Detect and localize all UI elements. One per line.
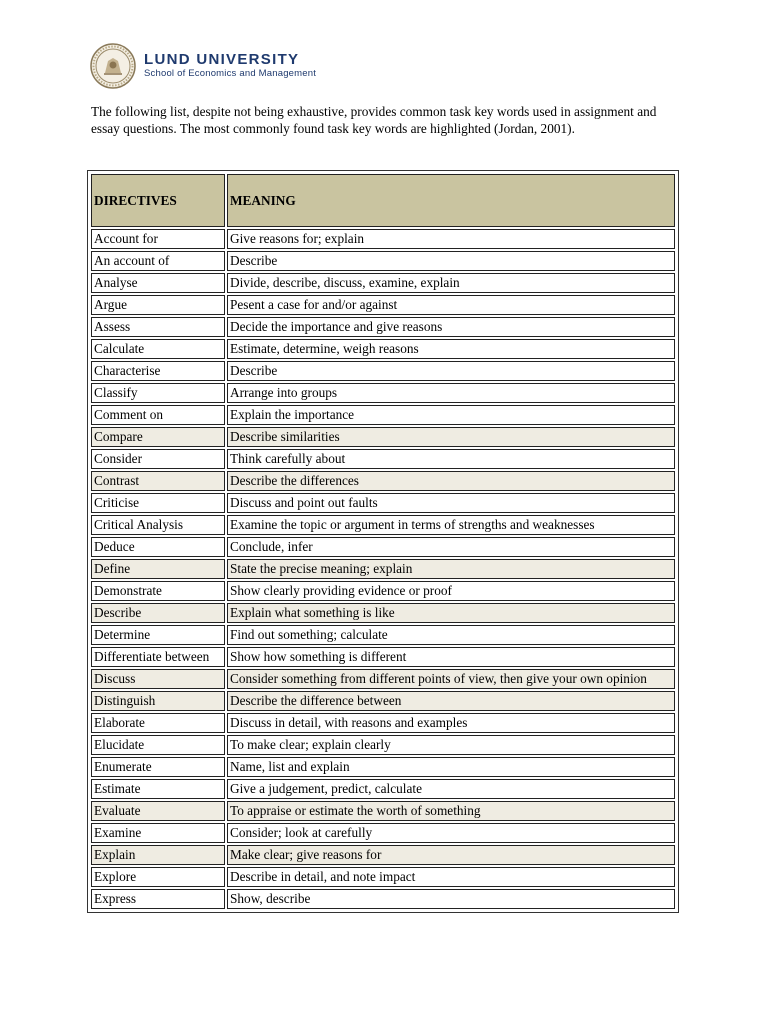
- table-row: [91, 273, 675, 293]
- table-row: [91, 471, 675, 491]
- table-row: [91, 515, 675, 535]
- meaning-cell: Examine the topic or argument in terms of strengths and weaknesses: [227, 515, 675, 535]
- directives-table-frame: [87, 170, 679, 913]
- meaning-cell: Consider something from different points of view, then give your own opinion: [227, 669, 675, 689]
- meaning-cell: Show how something is different: [227, 647, 675, 667]
- directive-cell: Elucidate: [91, 735, 225, 755]
- table-row: [91, 229, 675, 249]
- table-row: [91, 889, 675, 909]
- directives-table: [89, 172, 677, 911]
- meaning-cell: Describe the differences: [227, 471, 675, 491]
- directive-cell: An account of: [91, 251, 225, 271]
- table-row: [91, 383, 675, 403]
- meaning-cell: To make clear; explain clearly: [227, 735, 675, 755]
- directive-cell: Distinguish: [91, 691, 225, 711]
- directive-cell: Demonstrate: [91, 581, 225, 601]
- directive-cell: Comment on: [91, 405, 225, 425]
- table-row: [91, 845, 675, 865]
- meaning-cell: Discuss in detail, with reasons and examples: [227, 713, 675, 733]
- table-row: [91, 625, 675, 645]
- table-row: [91, 867, 675, 887]
- meaning-cell: Give reasons for; explain: [227, 229, 675, 249]
- table-row: [91, 339, 675, 359]
- meaning-cell: Describe the difference between: [227, 691, 675, 711]
- table-row: [91, 713, 675, 733]
- meaning-cell: Think carefully about: [227, 449, 675, 469]
- table-header-row: [91, 174, 675, 227]
- meaning-cell: Describe: [227, 361, 675, 381]
- directive-cell: Estimate: [91, 779, 225, 799]
- meaning-cell: Conclude, infer: [227, 537, 675, 557]
- table-row: [91, 493, 675, 513]
- directive-cell: Explain: [91, 845, 225, 865]
- column-header-directives: DIRECTIVES: [91, 174, 225, 227]
- table-row: [91, 757, 675, 777]
- university-seal-icon: [90, 43, 136, 89]
- table-row: [91, 295, 675, 315]
- table-row: [91, 581, 675, 601]
- directive-cell: Compare: [91, 427, 225, 447]
- meaning-cell: Consider; look at carefully: [227, 823, 675, 843]
- meaning-cell: Divide, describe, discuss, examine, explain: [227, 273, 675, 293]
- meaning-cell: Discuss and point out faults: [227, 493, 675, 513]
- table-row: [91, 691, 675, 711]
- table-row: [91, 251, 675, 271]
- directive-cell: Criticise: [91, 493, 225, 513]
- meaning-cell: State the precise meaning; explain: [227, 559, 675, 579]
- meaning-cell: Make clear; give reasons for: [227, 845, 675, 865]
- meaning-cell: Show, describe: [227, 889, 675, 909]
- meaning-cell: Estimate, determine, weigh reasons: [227, 339, 675, 359]
- table-row: [91, 603, 675, 623]
- directive-cell: Classify: [91, 383, 225, 403]
- directive-cell: Determine: [91, 625, 225, 645]
- meaning-cell: Show clearly providing evidence or proof: [227, 581, 675, 601]
- directive-cell: Characterise: [91, 361, 225, 381]
- directive-cell: Assess: [91, 317, 225, 337]
- directive-cell: Contrast: [91, 471, 225, 491]
- meaning-cell: Pesent a case for and/or against: [227, 295, 675, 315]
- directive-cell: Deduce: [91, 537, 225, 557]
- directive-cell: Express: [91, 889, 225, 909]
- table-row: [91, 449, 675, 469]
- meaning-cell: Give a judgement, predict, calculate: [227, 779, 675, 799]
- directive-cell: Argue: [91, 295, 225, 315]
- meaning-cell: Explain what something is like: [227, 603, 675, 623]
- directive-cell: Examine: [91, 823, 225, 843]
- column-header-meaning: MEANING: [227, 174, 675, 227]
- directive-cell: Differentiate between: [91, 647, 225, 667]
- meaning-cell: Describe similarities: [227, 427, 675, 447]
- table-row: [91, 361, 675, 381]
- table-row: [91, 801, 675, 821]
- table-row: [91, 779, 675, 799]
- directive-cell: Consider: [91, 449, 225, 469]
- university-name: LUND UNIVERSITY: [144, 51, 300, 68]
- school-name: School of Economics and Management: [144, 68, 317, 79]
- directives-table-body: [91, 174, 675, 909]
- meaning-cell: Describe in detail, and note impact: [227, 867, 675, 887]
- meaning-cell: Describe: [227, 251, 675, 271]
- table-row: [91, 647, 675, 667]
- table-row: [91, 427, 675, 447]
- meaning-cell: Decide the importance and give reasons: [227, 317, 675, 337]
- meaning-cell: Explain the importance: [227, 405, 675, 425]
- directive-cell: Enumerate: [91, 757, 225, 777]
- directive-cell: Critical Analysis: [91, 515, 225, 535]
- directive-cell: Evaluate: [91, 801, 225, 821]
- letterhead: [90, 42, 316, 90]
- directive-cell: Calculate: [91, 339, 225, 359]
- table-row: [91, 823, 675, 843]
- directive-cell: Discuss: [91, 669, 225, 689]
- directive-cell: Account for: [91, 229, 225, 249]
- meaning-cell: Name, list and explain: [227, 757, 675, 777]
- meaning-cell: Find out something; calculate: [227, 625, 675, 645]
- directive-cell: Elaborate: [91, 713, 225, 733]
- directive-cell: Analyse: [91, 273, 225, 293]
- directive-cell: Define: [91, 559, 225, 579]
- table-row: [91, 317, 675, 337]
- table-row: [91, 669, 675, 689]
- table-row: [91, 405, 675, 425]
- intro-paragraph: The following list, despite not being exhaustive, provides common task key words used in assignment and essay questions. The most commonly found task key words are highlighted (Jordan, 2001).: [91, 104, 657, 136]
- directive-cell: Describe: [91, 603, 225, 623]
- meaning-cell: Arrange into groups: [227, 383, 675, 403]
- directive-cell: Explore: [91, 867, 225, 887]
- table-row: [91, 559, 675, 579]
- table-row: [91, 735, 675, 755]
- table-row: [91, 537, 675, 557]
- brand-text: [144, 52, 316, 80]
- meaning-cell: To appraise or estimate the worth of something: [227, 801, 675, 821]
